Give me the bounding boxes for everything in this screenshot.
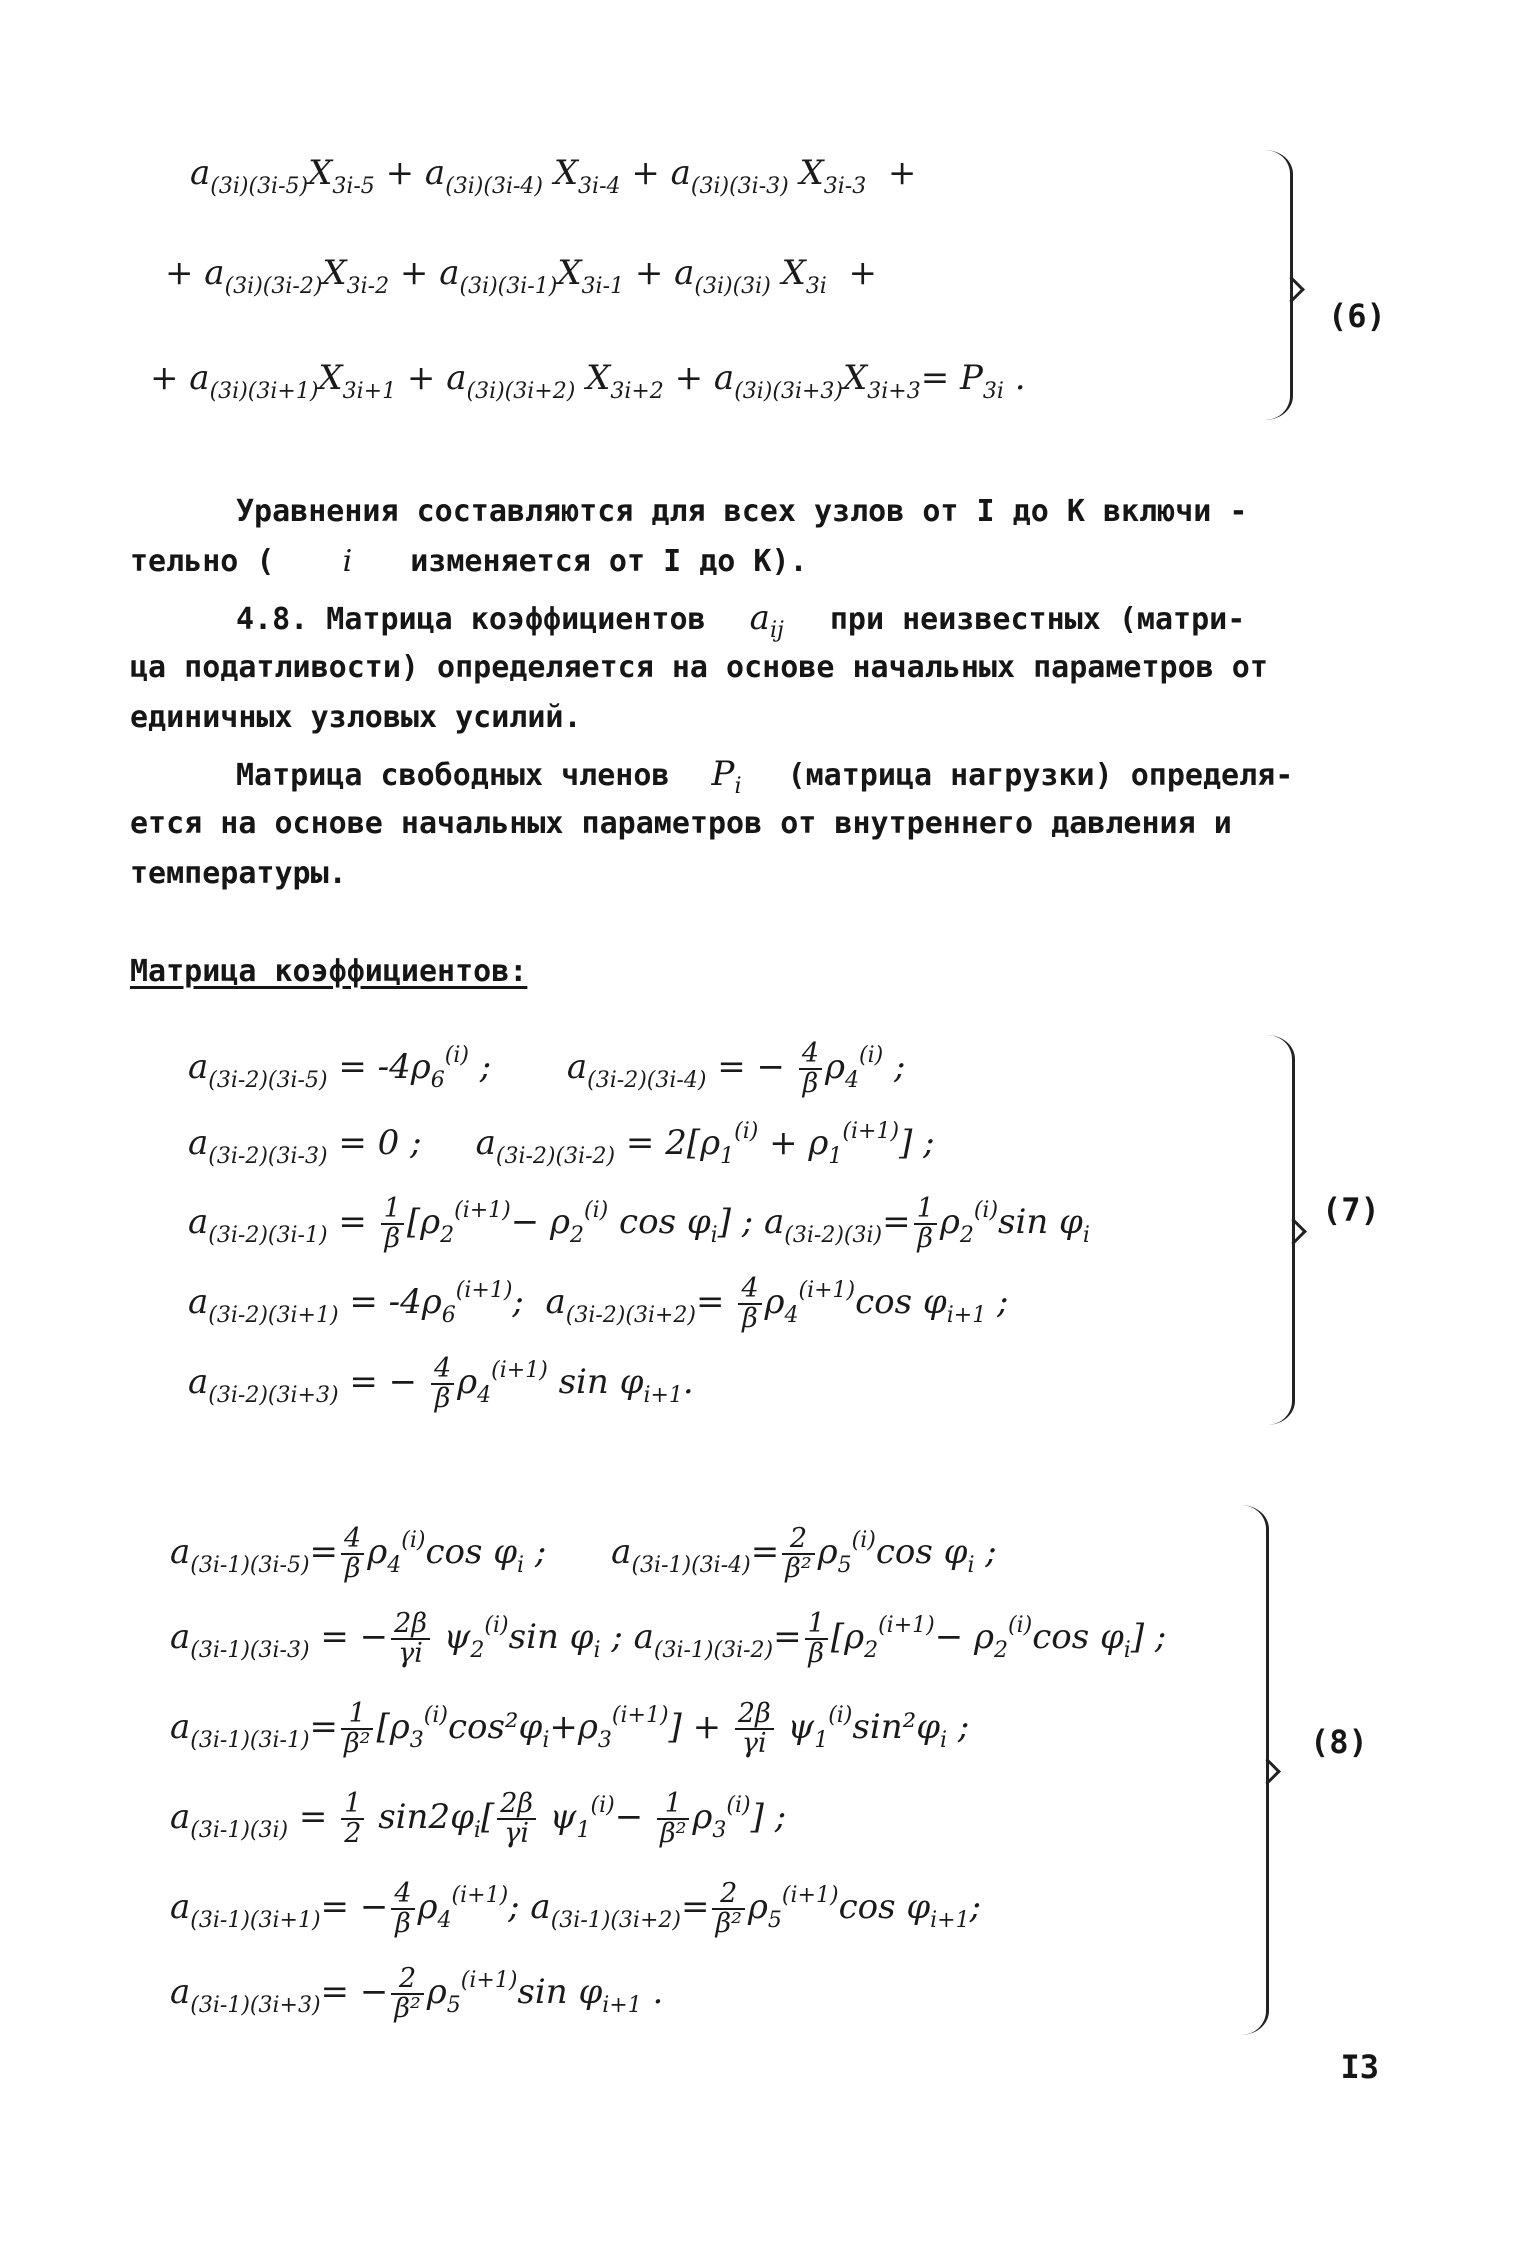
paragraph-3-line-3: температуры. bbox=[130, 856, 347, 891]
paragraph-1-line-2-end: изменяется от I до К). bbox=[410, 544, 808, 579]
eq7-number: (7) bbox=[1322, 1191, 1380, 1229]
variable-aij: $a_{ij}$ bbox=[749, 598, 784, 643]
eq8-line-5: $a_{(3i-1)(3i+1)}=$ − $\frac{4}{\beta}$ $\rho_4^{(i+1)}$; $a_{(3i-1)(3i+2)}=$ $\frac{2}{\text{β²}}$ $\rho_5^{(i+1)}\cos$ $\varphi_{i+1}$; bbox=[170, 1878, 982, 1939]
variable-i: i bbox=[342, 544, 353, 579]
eq6-number: (6) bbox=[1328, 297, 1386, 335]
eq8-number: (8) bbox=[1310, 1723, 1368, 1761]
eq7-line-5: $a_{(3i-2)(3i+3)}$ = − $\frac{4}{\beta}$ $\rho_4^{(i+1)}$ $\sin \varphi_{i+1}$. bbox=[188, 1353, 694, 1414]
eq6-line-1: $a_{(3i)(3i-5)}X_{3i-5} + a_{(3i)(3i-4)}$ $X_{3i-4} + a_{(3i)(3i-3)}$ $X_{3i-3}$ + bbox=[190, 153, 917, 199]
eq8-line-2: $a_{(3i-1)(3i-3)}$ = − $\frac{2\beta}{\gamma i}$ $\psi_2^{(i)}\sin$ $\varphi_i$ ; $a_{(3i-1)(3i-2)}=$ $\frac{1}{\beta}$ [$\rho_2^{(i+1)}- \rho_2^{(i)}\cos$ $\varphi_i$] ; bbox=[170, 1608, 1167, 1669]
eq7-line-2: $a_{(3i-2)(3i-3)} = 0$ ; $a_{(3i-2)(3i-2)} = 2[\rho_1^{(i)} + \rho_1^{(i+1)}]$ ; bbox=[188, 1119, 935, 1169]
eq8-line-3: $a_{(3i-1)(3i-1)}=$ $\frac{1}{\text{β²}}$ $[\rho_3^{(i)}\cos^2\varphi_i+\rho_3^{(i+1)}]$ + $\frac{2\beta}{\gamma i}$ $\psi_1^{(i)}\sin^2\varphi_i$ ; bbox=[170, 1698, 970, 1759]
page-number: I3 bbox=[1340, 2048, 1379, 2086]
eq7-line-4: $a_{(3i-2)(3i+1)} = -4\rho_6^{(i+1)}$; $a_{(3i-2)(3i+2)}=$ $\frac{4}{\beta}$ $\rho_4^{(i+1)}\cos$ $\varphi_{i+1}$ ; bbox=[188, 1273, 1009, 1334]
paragraph-3-line-2: ется на основе начальных параметров от внутреннего давления и bbox=[130, 806, 1232, 841]
eq7-line-3: $a_{(3i-2)(3i-1)}$ = $\frac{1}{\beta}$ [$\rho_2^{(i+1)}- \rho_2^{(i)}$ $\cos \varphi_i$] ; $a_{(3i-2)(3i)}=$ $\frac{1}{\beta}$ $\rho_2^{(i)}\sin$ $\varphi_i$ bbox=[188, 1193, 1090, 1254]
eq8-line-6: $a_{(3i-1)(3i+3)}=$ − $\frac{2}{\text{β²}}$ $\rho_5^{(i+1)}\sin$ $\varphi_{i+1}$ . bbox=[170, 1963, 664, 2024]
paragraph-2-line-2: ца податливости) определяется на основе начальных параметров от bbox=[130, 650, 1268, 685]
paragraph-3-line-1-end: (матрица нагрузки) определя- bbox=[787, 758, 1294, 793]
section-heading: Матрица коэффициентов: bbox=[130, 954, 528, 989]
paragraph-3-line-1-start: Матрица свободных членов bbox=[236, 758, 670, 793]
paragraph-1-line-2 bbox=[130, 540, 808, 584]
paragraph-2-line-1 bbox=[236, 596, 1245, 653]
paragraph-1-line-1: Уравнения составляются для всех узлов от I до К включи - bbox=[236, 494, 1248, 529]
eq7-line-1: $a_{(3i-2)(3i-5)} = -4\rho_6^{(i)}$ ; $a_{(3i-2)(3i-4)}$ = − $\frac{4}{\beta}$ $\rho_4^{(i)}$ ; bbox=[188, 1038, 906, 1099]
variable-pi: $P_i$ bbox=[711, 754, 742, 799]
paragraph-2-line-1-end: при неизвестных (матри- bbox=[829, 602, 1246, 637]
paragraph-3-line-1 bbox=[236, 752, 1293, 809]
paragraph-2-line-1-start: 4.8. Матрица коэффициентов bbox=[236, 602, 706, 637]
paragraph-2-line-3: единичных узловых усилий. bbox=[130, 700, 582, 735]
paragraph-1-line-2-start: тельно ( bbox=[130, 544, 275, 579]
eq6-line-3: + $a_{(3i)(3i+1)}X_{3i+1} + a_{(3i)(3i+2)}$ $X_{3i+2} + a_{(3i)(3i+3)}X_{3i+3}= P_{3i}$ . bbox=[150, 358, 1026, 404]
eq6-line-2: + $a_{(3i)(3i-2)}X_{3i-2} + a_{(3i)(3i-1)}X_{3i-1} + a_{(3i)(3i)}$ $X_{3i}$ + bbox=[165, 253, 877, 299]
eq8-line-4: $a_{(3i-1)(3i)}$ = $\frac{1}{2}$ $\sin 2\varphi_i$[ $\frac{2\beta}{\gamma i}$ $\psi_1^{(i)}-$ $\frac{1}{\text{β²}}$ $\rho_3^{(i)}$] ; bbox=[170, 1788, 787, 1849]
eq8-line-1: $a_{(3i-1)(3i-5)}=$ $\frac{4}{\beta}$ $\rho_4^{(i)}\cos$ $\varphi_i$ ; $a_{(3i-1)(3i-4)}=$ $\frac{2}{\text{β²}}$ $\rho_5^{(i)}\cos$ $\varphi_i$ ; bbox=[170, 1523, 997, 1584]
